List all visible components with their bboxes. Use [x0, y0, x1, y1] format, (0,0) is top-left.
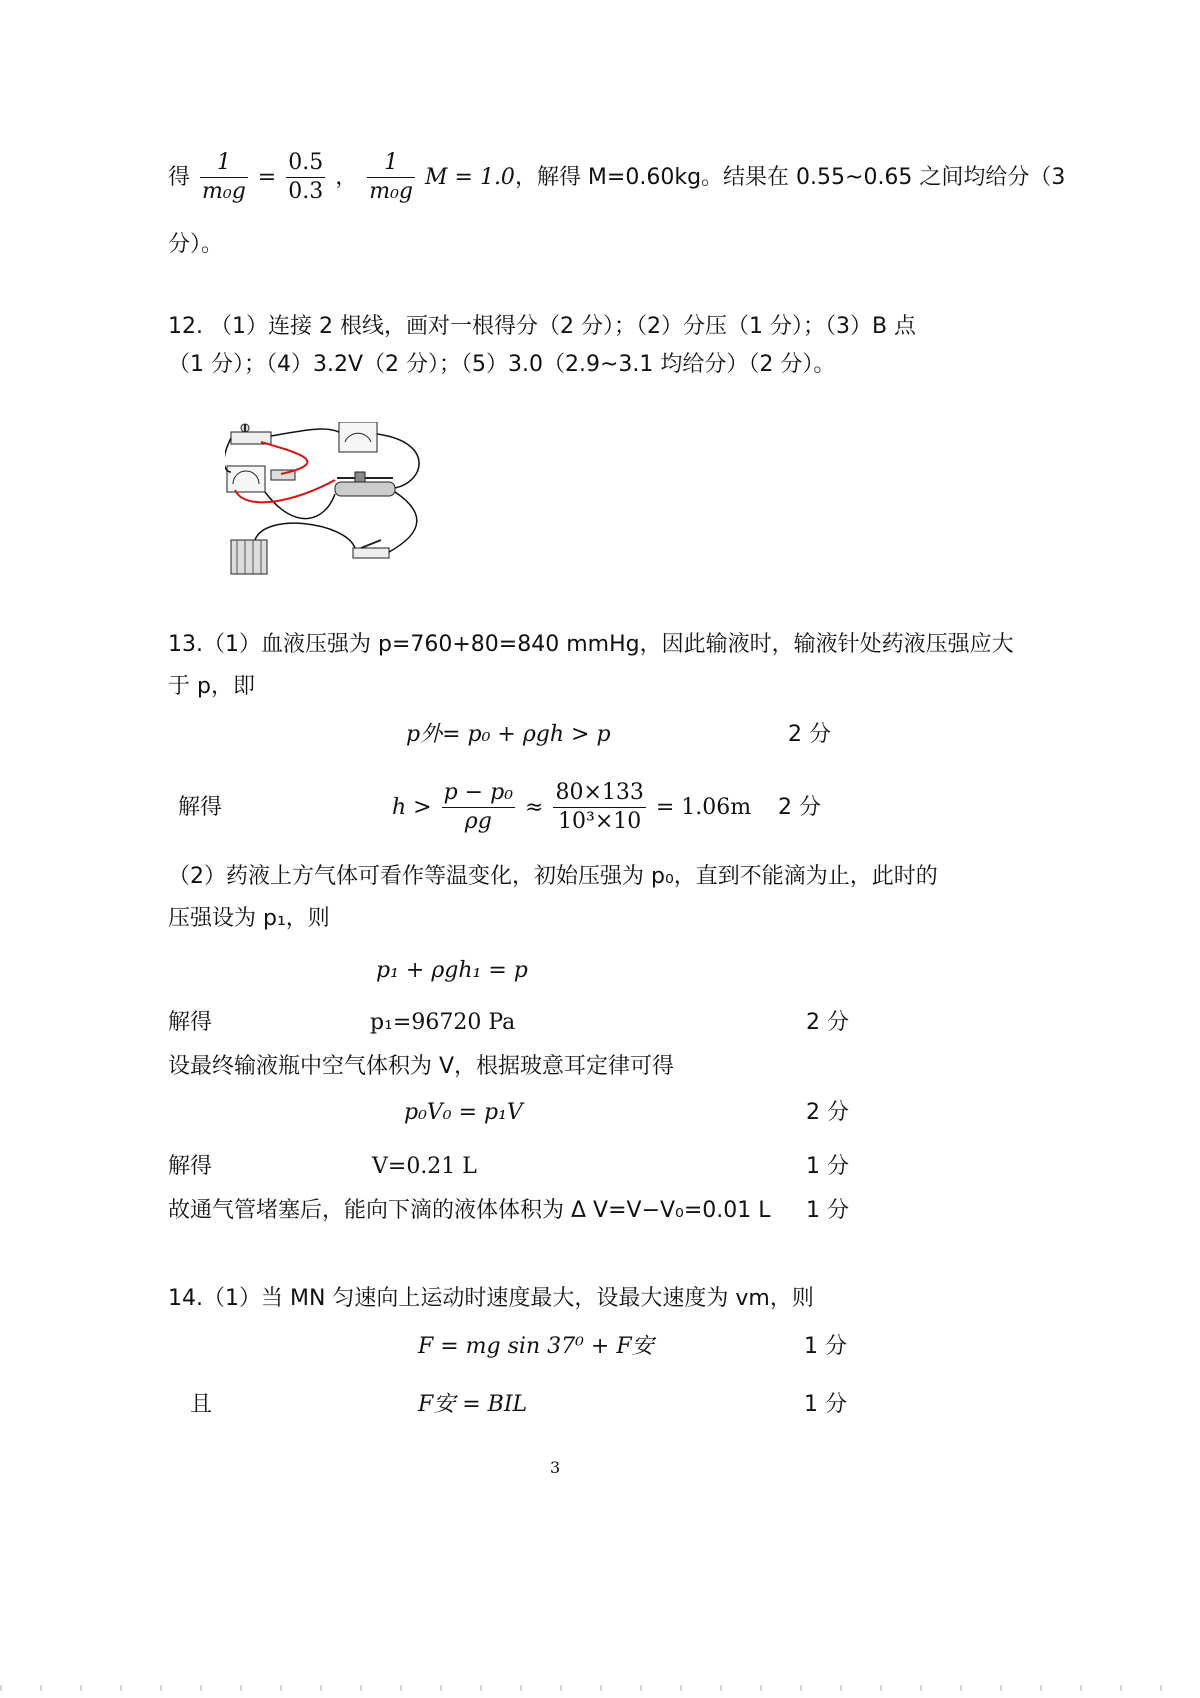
q13-score7: 1 分 — [806, 1198, 849, 1223]
q11-eq2: M = 1.0 — [425, 164, 515, 190]
q12-line1: 12. （1）连接 2 根线，画对一根得分（2 分）；（2）分压（1 分）；（3）B 点 — [168, 314, 917, 339]
q13-line-v: 设最终输液瓶中空气体积为 V，根据玻意耳定律可得 — [168, 1054, 675, 1079]
q13-eq2-f2-den: 10³×10 — [558, 809, 642, 835]
q13-solve-label3: 解得 — [168, 1154, 213, 1179]
q14-and-label: 且 — [190, 1392, 213, 1417]
q11-eq1: = — [257, 164, 277, 190]
q11-line2: 分）。 — [168, 232, 224, 257]
q13-solve-label2: 解得 — [168, 1010, 213, 1035]
q13-score1: 2 分 — [788, 722, 831, 747]
ammeter-icon — [339, 422, 377, 452]
circuit-diagram-image — [225, 422, 455, 622]
q11-fraction-1 — [200, 150, 248, 206]
q14-line1: 14.（1）当 MN 匀速向上运动时速度最大，设最大速度为 vm，则 — [168, 1286, 814, 1311]
q13-final-line: 故通气管堵塞后，能向下滴的液体体积为 Δ V=V−V₀=0.01 L — [168, 1198, 771, 1223]
voltmeter-icon — [227, 466, 295, 492]
q14-eq2: F安 = BIL — [418, 1392, 528, 1417]
q13-eq2-rhs: = 1.06m — [655, 794, 752, 820]
q13-score2: 2 分 — [778, 795, 821, 820]
q13-eq1: p外= p₀ + ρgh > p — [406, 722, 611, 747]
q13-eq2-f2-num: 80×133 — [553, 780, 645, 808]
q13-eq2-f1-num: p − p₀ — [442, 780, 515, 808]
q13-eq2 — [392, 780, 751, 836]
q13-eq4: p₁=96720 Pa — [370, 1010, 516, 1035]
q13-line2: 于 p，即 — [168, 674, 255, 699]
q13-eq6: V=0.21 L — [372, 1154, 477, 1179]
q11-fraction-3-num: 1 — [367, 150, 415, 178]
q11-lead: 得 — [168, 164, 191, 190]
q13-score6: 1 分 — [806, 1154, 849, 1179]
q11-equation-line — [168, 150, 1065, 206]
q11-fraction-2 — [286, 150, 325, 206]
q13-part2-line2: 压强设为 p₁，则 — [168, 906, 330, 931]
q13-line1: 13.（1）血液压强为 p=760+80=840 mmHg，因此输液时，输液针处药液压强应大 — [168, 632, 1014, 657]
q13-eq5: p₀V₀ = p₁V — [404, 1100, 523, 1125]
q13-eq2-fraction-2 — [553, 780, 645, 836]
q13-eq3: p₁ + ρgh₁ = p — [376, 958, 528, 983]
q13-eq2-approx: ≈ — [525, 794, 544, 820]
q11-fraction-1-num: 1 — [200, 150, 248, 178]
q13-score4: 2 分 — [806, 1010, 849, 1035]
scan-artifact-dots — [0, 1685, 1200, 1691]
q11-fraction-3-den: m₀g — [369, 179, 413, 205]
q13-eq2-f1-den: ρg — [464, 809, 492, 835]
q11-rest: ，解得 M=0.60kg。结果在 0.55~0.65 之间均给分（3 — [514, 164, 1066, 190]
battery-icon — [231, 540, 267, 574]
q11-fraction-1-den: m₀g — [202, 179, 246, 205]
q11-fraction-2-num: 0.5 — [286, 150, 325, 178]
q13-part2-line1: （2）药液上方气体可看作等温变化，初始压强为 p₀，直到不能滴为止，此时的 — [168, 864, 938, 889]
q13-eq2-lhs: h > — [392, 794, 432, 820]
q13-eq2-fraction-1 — [442, 780, 515, 836]
switch-icon — [231, 424, 271, 444]
q13-score5: 2 分 — [806, 1100, 849, 1125]
q11-fraction-3 — [367, 150, 415, 206]
rheostat-icon — [335, 472, 395, 496]
q13-solve-label1: 解得 — [178, 795, 223, 820]
key-switch-icon — [353, 540, 389, 558]
page-number: 3 — [550, 1458, 561, 1477]
q11-fraction-2-den: 0.3 — [288, 179, 324, 205]
q11-sep: ， — [335, 164, 358, 190]
q14-score2: 1 分 — [804, 1392, 847, 1417]
q12-line2: （1 分）；（4）3.2V（2 分）；（5）3.0（2.9~3.1 均给分）（2 分）。 — [168, 352, 836, 377]
q14-eq1: F = mg sin 37⁰ + F安 — [418, 1334, 654, 1359]
q14-score1: 1 分 — [804, 1334, 847, 1359]
